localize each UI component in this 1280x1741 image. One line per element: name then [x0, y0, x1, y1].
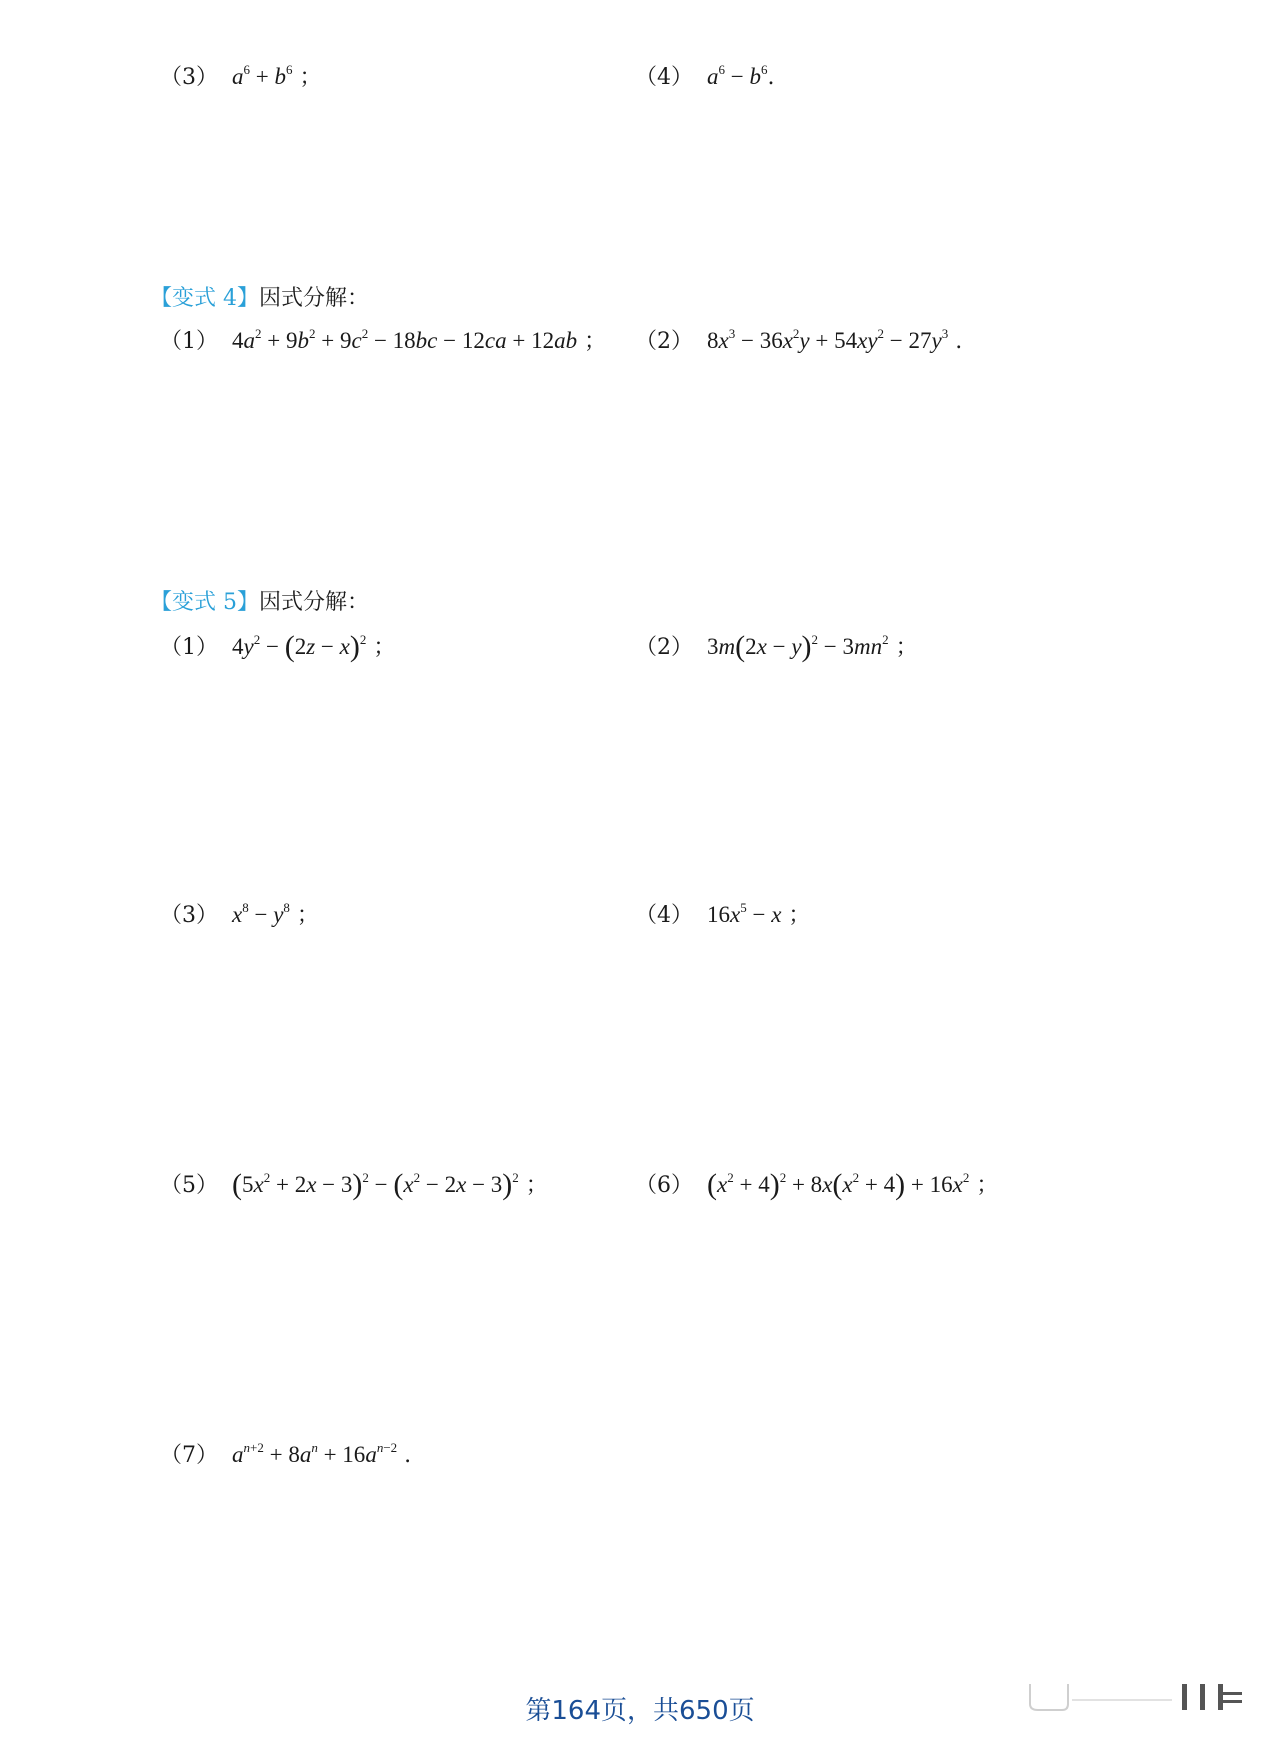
- variant-5-problem-3: （3） $x^8 - y^8$ ；: [160, 900, 319, 928]
- item-number: （2）: [635, 635, 693, 660]
- variant-5-problem-2: （2） $3m(2x - y)^2 - 3mn^2$ ；: [635, 630, 918, 663]
- item-number: （4）: [635, 65, 693, 90]
- problem-top-4: （4） $a^6 - b^6$.: [635, 62, 775, 90]
- math-expression: $a^6 + b^6$: [232, 62, 293, 89]
- math-expression: $16x^5 - x$: [707, 900, 782, 927]
- math-expression: $(5x^2 + 2x - 3)^2 - (x^2 - 2x - 3)^2$: [232, 1168, 519, 1201]
- math-expression: $4y^2 - (2z - x)^2$: [232, 630, 367, 663]
- item-number: （3）: [160, 903, 218, 928]
- variant-title: 因式分解：: [259, 590, 370, 615]
- problem-top-3: （3） $a^6 + b^6$ ；: [160, 62, 322, 90]
- variant-tag: 【变式 5】: [150, 590, 259, 615]
- item-number: （4）: [635, 903, 693, 928]
- variant-5-heading: [150, 588, 369, 618]
- item-number: （2）: [635, 329, 693, 354]
- item-number: （1）: [160, 329, 218, 354]
- item-number: （7）: [160, 1443, 218, 1468]
- variant-4-problem-2: （2） $8x^3 - 36x^2y + 54xy^2 - 27y^3$ .: [635, 326, 963, 354]
- math-expression: $a^{n+2} + 8a^n + 16a^{n-2}$: [232, 1440, 398, 1467]
- math-expression: $(x^2 + 4)^2 + 8x(x^2 + 4) + 16x^2$: [707, 1168, 970, 1201]
- math-expression: $3m(2x - y)^2 - 3mn^2$: [707, 630, 889, 663]
- variant-5-problem-4: （4） $16x^5 - x$ ；: [635, 900, 811, 928]
- page-number-footer: 第164页，共650页: [525, 1696, 755, 1726]
- variant-5-problem-6: （6） $(x^2 + 4)^2 + 8x(x^2 + 4) + 16x^2$ ；: [635, 1168, 999, 1201]
- item-number: （3）: [160, 65, 218, 90]
- variant-4-problem-1: （1） $4a^2 + 9b^2 + 9c^2 - 18bc - 12ca + 12ab$ ；: [160, 326, 607, 354]
- math-expression: $8x^3 - 36x^2y + 54xy^2 - 27y^3$: [707, 326, 949, 353]
- variant-tag: 【变式 4】: [150, 286, 259, 311]
- variant-5-problem-5: （5） $(5x^2 + 2x - 3)^2 - (x^2 - 2x - 3)^2$ ；: [160, 1168, 548, 1201]
- item-number: （1）: [160, 635, 218, 660]
- bottom-right-decoration-icon: [1022, 1678, 1252, 1714]
- variant-title: 因式分解：: [259, 286, 370, 311]
- variant-5-problem-1: （1） $4y^2 - (2z - x)^2$ ；: [160, 630, 396, 663]
- item-number: （5）: [160, 1173, 218, 1198]
- variant-5-problem-7: （7） $a^{n+2} + 8a^n + 16a^{n-2}$ .: [160, 1440, 412, 1468]
- math-expression: $4a^2 + 9b^2 + 9c^2 - 18bc - 12ca + 12ab$: [232, 326, 578, 353]
- item-number: （6）: [635, 1173, 693, 1198]
- math-expression: $x^8 - y^8$: [232, 900, 290, 927]
- variant-4-heading: [150, 284, 369, 314]
- math-expression: $a^6 - b^6$: [707, 62, 768, 89]
